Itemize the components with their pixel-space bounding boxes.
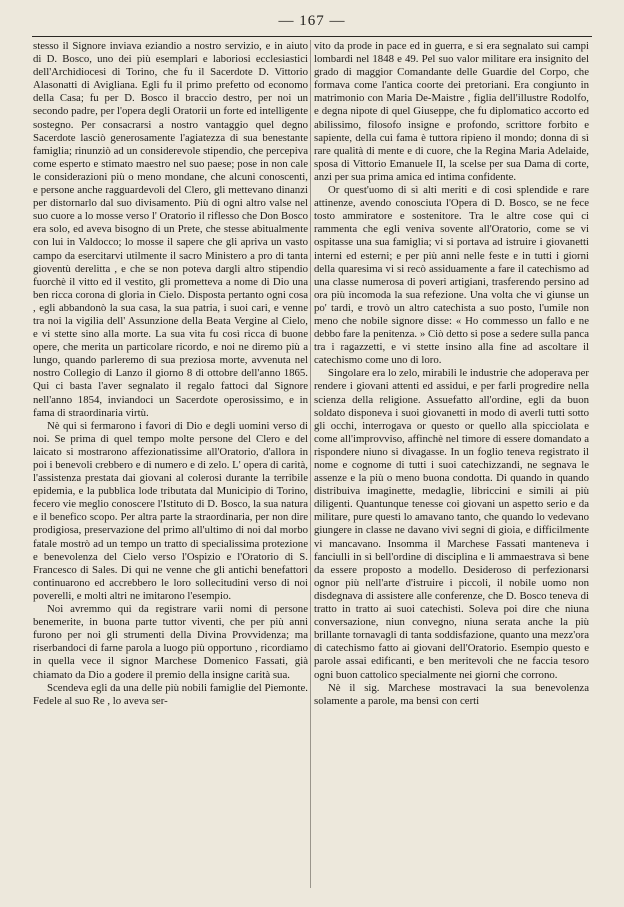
paragraph: stesso il Signore inviava eziandio a nostro servizio, e in aiuto di D. Bosco, uno dei più esemplari e laboriosi ecclesiastici dell'Archidiocesi di Torino, che fu il Sacerdote D. Vittorio Alasonatti di Avigliana. Egli fu il primo prefetto od economo della Casa; fu per D. Bosco il braccio destro, per noi un secondo padre, per l'opera degli Oratorii un forte ed intelligente sostegno. Per consacrarsi a nostro vantaggio quel degno Sacerdote lasciò generosamente l'agiatezza di sua benestante famiglia; rinunziò ad un considerevole stipendio, che percepiva come esperto e stimato maestro nel suo paese; pose in non cale le considerazioni più o meno mondane, che alcuni conoscenti, e persone anche ragguardevoli del Clero, gli mettevano dinanzi per distornarlo dal suo divisamento. Più di ogni altro valse nel suo cuore a lo mosse verso l' Oratorio il riflesso che Don Bosco era solo, ed aveva bisogno di un Prete, che stesse abitualmente con lui in Valdocco; lo mosse il sapere che gli apriva un vasto campo da esercitarvi utilmente il sacro Ministero a pro di tanta gioventù derelitta , e che se non poteva dargli altro stipendio fuorchè il vitto ed il vestito, gli prometteva a nome di Dio una ben ricca corona di gloria in Cielo. Disposta pertanto ogni cosa , egli abbandonò la sua casa, la sua patria, i suoi cari, e venne tra noi la vigilia dell' Assunzione della Beata Vergine al Cielo, e vi stette sino alla morte. La sua vita fu così ricca di buone opere, che merita un particolare ricordo, e noi ne diremo più a lungo, quando parleremo di sua preziosa morte, avvenuta nel nostro Collegio di Lanzo il giorno 8 di ottobre dell'anno 1865. Qui ci basta l'aver segnalato il regalo fattoci dal Signore nell'anno 1854, inviandoci un Sacerdote operosissimo, e in fama di straordinaria virtù. — [33, 40, 308, 419]
paragraph: Nè qui si fermarono i favori di Dio e degli uomini verso di noi. Se prima di quel tempo molte persone del Clero e del laicato si mostrarono affezionatissime all'Oratorio, d'allora in poi i benevoli crebbero e di numero e di zelo. L' opera di carità, l'assistenza prestata dai giovani al colerosi durante la terribile epidemia, e la pubblica lode tributata dal Municipio di Torino, fecero vie meglio conoscere l'Istituto di D. Bosco, la sua natura e il benefico scopo. Per altra parte la straordinaria, per non dire prodigiosa, preservazione del primo all'ultimo di noi dal morbo fatale mostrò ad un tempo un tratto di specialissima protezione e benevolenza del Cielo verso l'Ospizio e l'Oratorio di S. Francesco di Sales. Di qui ne venne che gli antichi benefattori continuarono ed accrebbero le loro sollecitudini verso di noi poverelli, e molti altri ne imitarono l'esempio. — [33, 419, 308, 602]
paragraph: Scendeva egli da una delle più nobili famiglie del Piemonte. Fedele al suo Re , lo aveva ser- — [33, 681, 308, 707]
header-rule — [32, 36, 592, 37]
paragraph: Nè il sig. Marchese mostravaci la sua benevolenza solamente a parole, ma bensì con certi — [314, 681, 589, 707]
paragraph: Noi avremmo qui da registrare varii nomi di persone benemerite, in buona parte tuttor viventi, che per più anni furono per noi gli strumenti della Divina Provvidenza; ma riserbandoci di farne parola a luogo più opportuno , ricordiamo in quella vece il signor Marchese Domenico Fassati, già chiamato da Dio a godere il premio della insigne carità sua. — [33, 603, 308, 681]
paragraph: vito da prode in pace ed in guerra, e si era segnalato sui campi lombardi nel 1848 e 49. Pel suo valor militare era insignito del grado di maggior Comandante delle Guardie del Corpo, che formava come l'antica coorte dei pretoriani. Era congiunto in matrimonio con Maria De-Maistre , figlia dell'illustre Rodolfo, e degna nipote di quel Giuseppe, che fu diplomatico accorto ed abilissimo, filosofo insigne e profondo, scrittore forbito e sapiente, della cui fama è tuttora ripieno il mondo; donna di sì rare qualità di mente e di cuore, che la Regina Maria Adelaide, sposa di Vittorio Emanuele II, la scelse per sua Dama di corte, anzi per sua prima amica ed intima confidente. — [314, 40, 589, 183]
right-column — [314, 40, 589, 708]
page-number: — 167 — — [278, 13, 346, 29]
left-column — [33, 40, 308, 708]
paragraph: Singolare era lo zelo, mirabili le industrie che adoperava per rendere i giovani attenti ed assidui, e per farli progredire nella scienza della religione. Assuefatto all'ordine, egli da buon soldato disponeva i suoi giovanetti in modo di averli tutti sotto gli occhi, interrogava or questo or quello alla spicciolata e come all'improvviso, affinchè nel timore di essere domandato a rispondere niuno si divagasse. In un foglio teneva registrato il nome e cognome di tutti i suoi catechizzandi, ne segnava le assenze e la più o meno buona condotta. Di quando in quando distribuiva imaginette, medaglie, libriccini e simili ai più diligenti. Quantunque tenesse coi giovani un aspetto serio e da militare, pure questi lo amavano tanto, che quando lo vedevano giungere in classe ne davano vivi segni di gioia, e difficilmente vi mancavano. Insomma il Marchese Fassati manteneva i fanciulli in sì bell'ordine di disciplina e li ammaestrava sì bene da essere proposto a modello. Desideroso di perfezionarsi ognor più nell'arte d'istruire i piccoli, il nobile uomo non disdegnava di assistere alle conferenze, che D. Bosco teneva di tratto in tratto ai suoi catechisti. Soleva poi dire che niuna conversazione, niun convegno, niuna serata anche la più brillante tornavagli di tanta soddisfazione, quanto una mezz'ora di catechismo fatto ai giovani dell'Oratorio. Esempio questo e parole assai edificanti, e ben meritevoli che ne faccia tesoro ogni buon cattolico specialmente nei giorni che corrono. — [314, 367, 589, 681]
column-divider — [310, 40, 311, 888]
paragraph: Or quest'uomo di sì alti meriti e di così splendide e rare attinenze, avendo conosciuta l'Opera di D. Bosco, se ne fece tosto ammiratore e sostenitore. Tra le altre cose qui ci rammenta che egli veniva sovente all'Oratorio, come se vi ospitasse una sua famiglia; vi si portava ad istruire i giovanetti interni ed esterni; e per più anni nelle feste e in tutti i giorni della quaresima vi si recò assiduamente a fare il catechismo ad una classe numerosa di poveri artigiani, trasferendo persino ad ora più incomoda la sua refezione. Una volta che vi giunse un po' tardi, e trovò un altro catechista a suo posto, l'umile non meno che nobile signore disse: « Ho commesso un fallo e ne debbo fare la penitenza. » Ciò detto si pose a sedere sulla panca tra i ragazzetti, e vi stette insino alla fine ad ascoltare il catechismo come uno di loro. — [314, 184, 589, 367]
